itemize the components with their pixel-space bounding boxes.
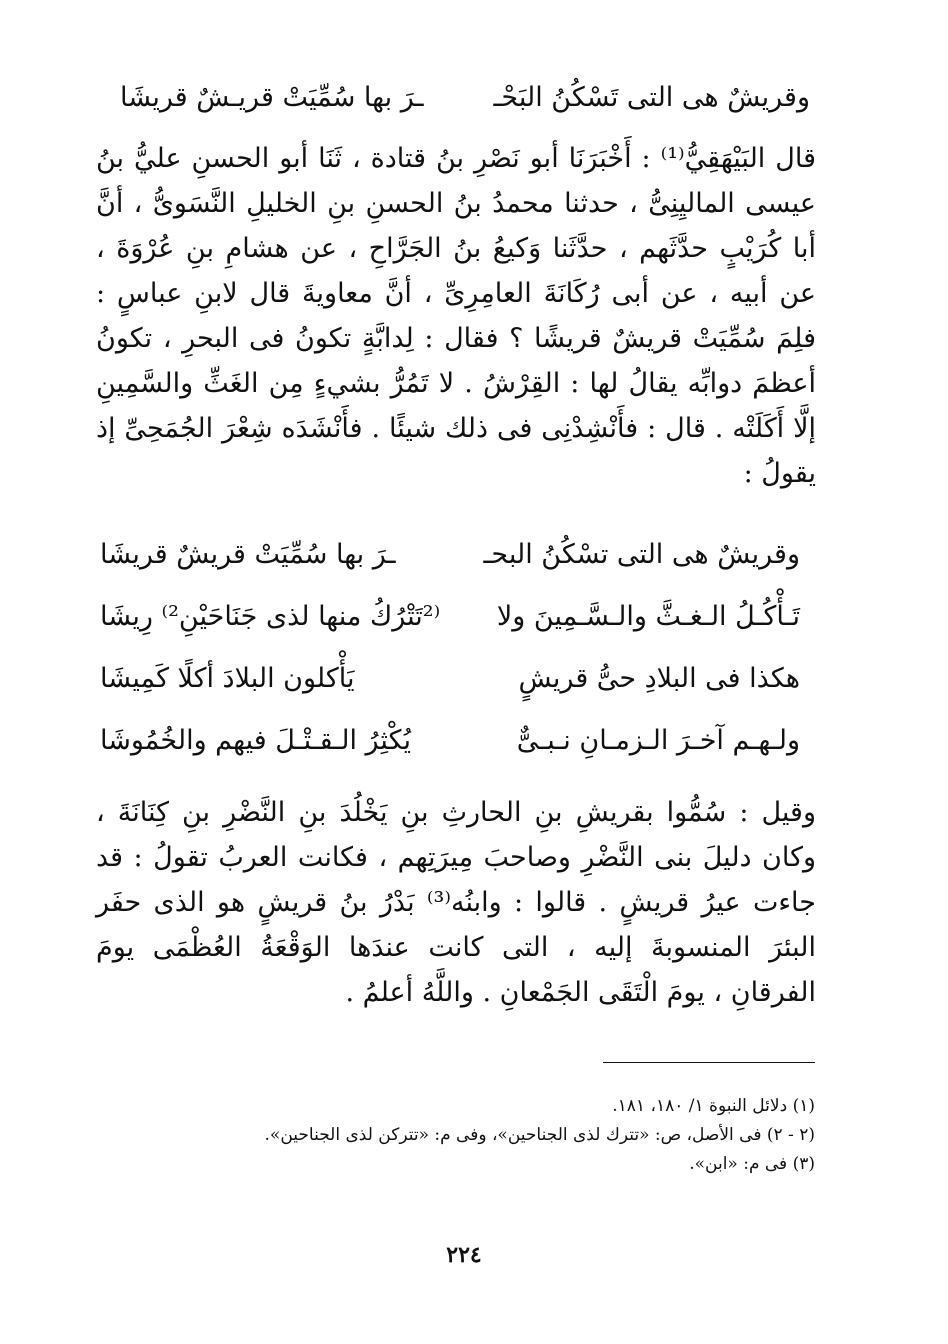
header-verse-first-hemistich: وقريشٌ هى التى تَسْكُنُ البَحْـ [493, 82, 810, 113]
poem-verse-first-hemistich: هكذا فى البلادِ حىُّ قريشٍ [518, 663, 800, 694]
poem-verse [100, 710, 800, 772]
footnote-2: (٢ - ٢) فى الأصل، ص: «تترك لذى الجناحين»، وفى م: «تتركن لذى الجناحين». [264, 1125, 815, 1145]
footnote-3: (٣) فى م: «ابن». [689, 1154, 815, 1174]
poem-verse-first-hemistich: وقريشٌ هى التى تسْكُنُ البحـ [483, 539, 800, 570]
paragraph-bayhaqi-narration: قال البَيْهَقِيُّ⁽¹⁾ : أَخْبَرَنَا أبو نَصْرِ بنُ قتادة ، ثَنَا أبو الحسنِ عليُّ بنُ عيسى الماليِنِىُّ ، حدثنا محمدُ بنُ الحسنِ بنِ الخليلِ النَّسَوىُّ ، أنَّ أبا كُرَيْبٍ حدَّثَهم ، حدَّثَنا وَكيعُ بنُ الجَرَّاحِ ، عن هشامِ بنِ عُرْوَةَ ، عن أبيه ، عن أبى رُكَانَةَ العامِرِىِّ ، أنَّ معاويةَ قال لابنِ عباسٍ : فلِمَ سُمِّيَتْ قريشٌ قريشًا ؟ فقال : لِدابَّةٍ تكونُ فى البحرِ ، تكونُ أعظمَ دوابِّه يقالُ لها : القِرْشُ . لا تَمُرُّ بشيءٍ مِن الغَثِّ والسَّمِينِ إلَّا أَكَلَتْه . قال : فأَنْشِدْنِى فى ذلك شيئًا . فأَنْشَدَه شِعْرَ الجُمَحِىِّ إذ يقولُ : [96, 143, 816, 489]
poem-verse-first-hemistich: تَـأْكُـلُ الـغـثَّ والـسَّـمِينَ ولا [496, 601, 800, 632]
header-verse [120, 70, 810, 126]
footnote-separator [603, 1062, 815, 1063]
poem-verse [100, 648, 800, 710]
footnote-1: (١) دلائل النبوة ١/ ١٨٠، ١٨١. [612, 1096, 815, 1116]
footnotes [160, 1092, 815, 1179]
header-verse-second-hemistich: ـرَ بها سُمِّيَتْ قريـشٌ قريشَا [120, 82, 424, 113]
poem-verse-second-hemistich: يَأْكلون البلادَ أكلًا كَمِيشَا [100, 663, 355, 694]
poem-verse-second-hemistich: ⁽²تَتْرُكُ منها لذى جَنَاحَيْنِ²⁾ رِيشَا [100, 601, 441, 632]
poem-verse-first-hemistich: ولـهـم آخـرَ الـزمـانِ نـبـىٌّ [516, 725, 800, 756]
page-number: ٢٢٤ [446, 1242, 482, 1268]
poem-verse-second-hemistich: يُكْثِرُ الـقـتْـلَ فيهم والخُمُوشَا [100, 725, 412, 756]
poem [100, 524, 800, 772]
paragraph-quraysh-origin: وقيل : سُمُّوا بقريشِ بنِ الحارثِ بنِ يَخْلُدَ بنِ النَّضْرِ بنِ كِنَانَةَ ، وكان دليلَ بنى النَّضْرِ وصاحبَ مِيرَتِهم ، فكانت العربُ تقولُ : قد جاءت عيرُ قريشٍ . قالوا : وابنُه⁽³⁾ بَدْرُ بنُ قريشٍ هو الذى حفَر البئرَ المنسوبةَ إليه ، التى كانت عندَها الوَقْعَةُ العُظْمَى يومَ الفرقانِ ، يومَ الْتَقَى الجَمْعانِ . واللَّهُ أعلمُ . [96, 797, 816, 1008]
poem-verse [100, 524, 800, 586]
poem-verse [100, 586, 800, 648]
poem-verse-second-hemistich: ـرَ بها سُمِّيَتْ قريشٌ قريشَا [100, 539, 396, 570]
